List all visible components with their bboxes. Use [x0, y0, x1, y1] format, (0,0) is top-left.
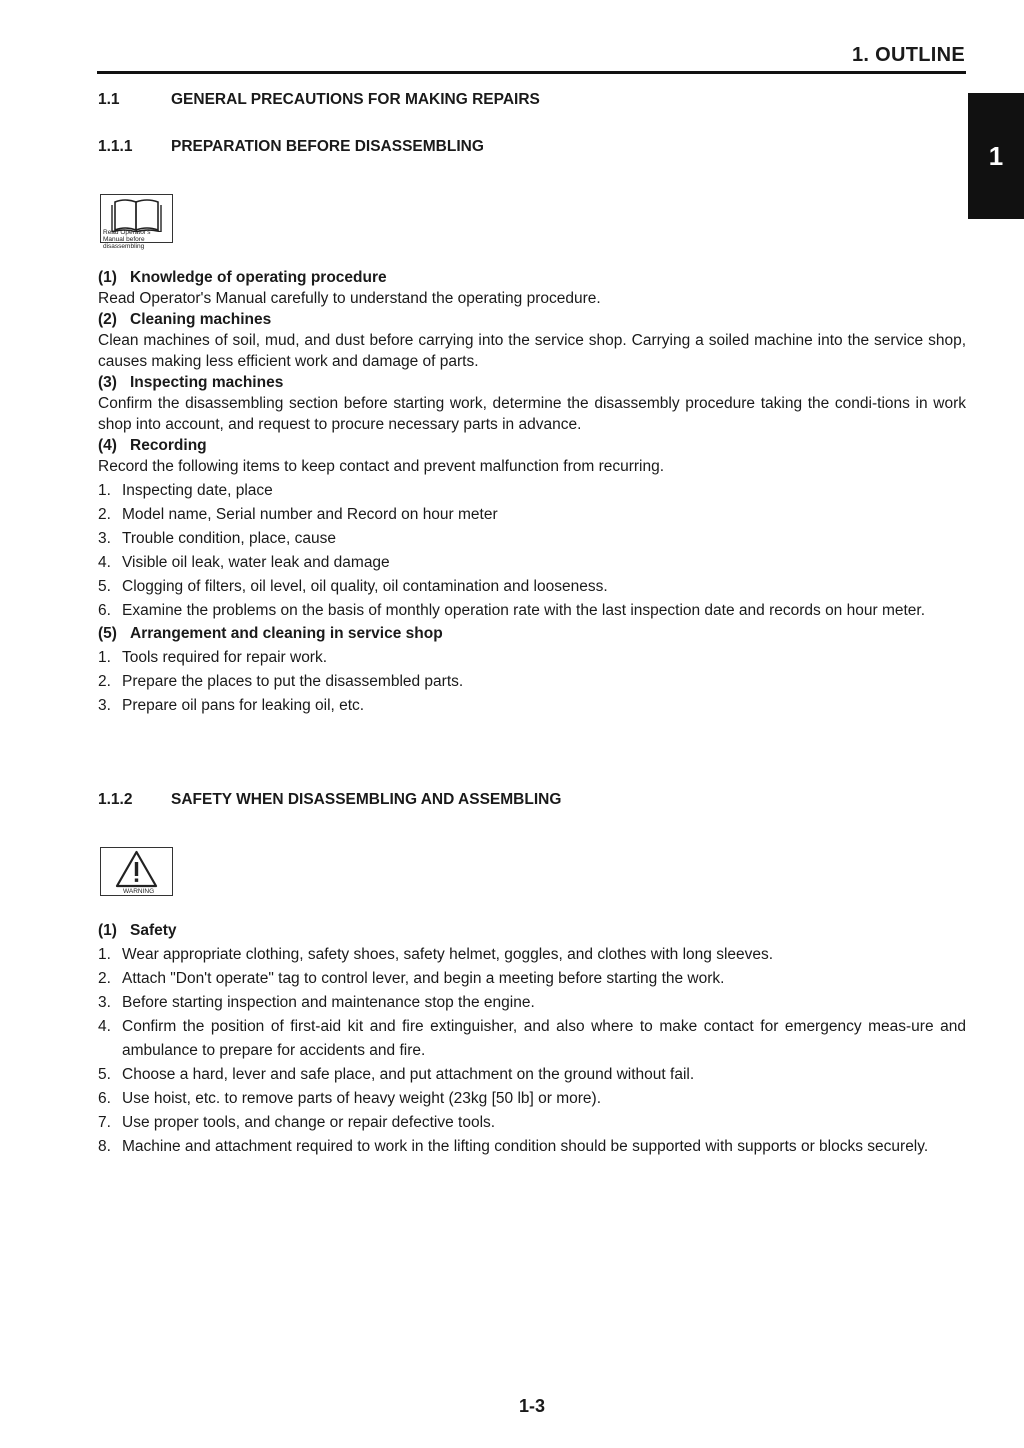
subsection-heading — [98, 623, 966, 644]
list-item-text: Inspecting date, place — [122, 482, 273, 499]
list-item-number: 4. — [98, 554, 111, 571]
open-book-icon — [101, 196, 172, 232]
list-item — [98, 503, 966, 527]
list-item — [98, 551, 966, 575]
list-item-number: 1. — [98, 482, 111, 499]
subsection-title: Recording — [130, 437, 207, 454]
section-1-1-1-heading — [98, 138, 484, 156]
list-item-number: 8. — [98, 1138, 111, 1155]
section-1-1-2-heading — [98, 791, 561, 809]
list-item-number: 3. — [98, 697, 111, 714]
warning-symbol — [100, 847, 173, 896]
subsection-label: (1) — [98, 922, 117, 939]
list-item — [98, 967, 966, 991]
list-item — [98, 694, 966, 718]
paragraph: Confirm the disassembling section before starting work, determine the disassembly procedure taking the condi-tions in work shop into account, and request to procure necessary parts in advance. — [98, 395, 966, 433]
list-item-number: 3. — [98, 994, 111, 1011]
numbered-list — [98, 943, 966, 1159]
paragraph: Record the following items to keep contact and prevent malfunction from recurring. — [98, 458, 665, 475]
subsection-title: Arrangement and cleaning in service shop — [130, 625, 443, 642]
list-item-text: Before starting inspection and maintenance stop the engine. — [122, 994, 535, 1011]
subsection-label: (2) — [98, 311, 117, 328]
list-item-number: 1. — [98, 649, 111, 666]
subsection-heading — [98, 309, 966, 330]
section-1-1-2-content — [98, 920, 966, 1159]
section-title: SAFETY WHEN DISASSEMBLING AND ASSEMBLING — [171, 791, 562, 808]
list-item-text: Prepare the places to put the disassembled parts. — [122, 673, 464, 690]
list-item-number: 2. — [98, 673, 111, 690]
subsection-label: (5) — [98, 625, 117, 642]
list-item — [98, 527, 966, 551]
list-item-text: Clogging of filters, oil level, oil quality, oil contamination and looseness. — [122, 578, 608, 595]
section-title: GENERAL PRECAUTIONS FOR MAKING REPAIRS — [171, 91, 540, 108]
symbol-caption: WARNING — [123, 888, 155, 895]
subsection-label: (4) — [98, 437, 117, 454]
list-item — [98, 1087, 966, 1111]
section-1-1-heading — [98, 91, 540, 109]
paragraph: Clean machines of soil, mud, and dust before carrying into the service shop. Carrying a soiled machine into the service shop, causes making less efficient work and damage of parts. — [98, 332, 966, 370]
subsection-title: Safety — [130, 922, 177, 939]
numbered-list — [98, 646, 966, 718]
page-number: 1-3 — [518, 1396, 545, 1416]
list-item-text: Tools required for repair work. — [122, 649, 328, 666]
list-item-number: 6. — [98, 602, 111, 619]
list-item-number: 7. — [98, 1114, 111, 1131]
section-1-1-1-content — [98, 267, 966, 718]
numbered-list — [98, 479, 966, 623]
list-item-text: Confirm the position of first-aid kit and fire extinguisher, and also where to make contact for emergency meas-ure and ambulance to prepare for accidents and fire. — [122, 1018, 966, 1059]
section-number: 1.1 — [98, 91, 120, 108]
list-item-text: Use hoist, etc. to remove parts of heavy weight (23kg [50 lb] or more). — [122, 1090, 601, 1107]
list-item-text: Trouble condition, place, cause — [122, 530, 336, 547]
list-item — [98, 1135, 966, 1159]
section-title: PREPARATION BEFORE DISASSEMBLING — [171, 138, 484, 155]
list-item-text: Model name, Serial number and Record on hour meter — [122, 506, 498, 523]
list-item-text: Wear appropriate clothing, safety shoes, safety helmet, goggles, and clothes with long sleeves. — [122, 946, 774, 963]
subsection-label: (3) — [98, 374, 117, 391]
list-item-text: Prepare oil pans for leaking oil, etc. — [122, 697, 365, 714]
list-item-text: Choose a hard, lever and safe place, and put attachment on the ground without fail. — [122, 1066, 695, 1083]
subsection-title: Inspecting machines — [130, 374, 284, 391]
list-item — [98, 991, 966, 1015]
subsection-heading — [98, 435, 966, 456]
read-manual-symbol — [100, 194, 173, 250]
list-item-text: Visible oil leak, water leak and damage — [122, 554, 390, 571]
list-item-text: Use proper tools, and change or repair defective tools. — [122, 1114, 496, 1131]
list-item — [98, 1015, 966, 1063]
list-item — [98, 479, 966, 503]
list-item-number: 4. — [98, 1018, 111, 1035]
warning-triangle-icon — [101, 849, 172, 889]
subsection-title: Knowledge of operating procedure — [130, 269, 387, 286]
symbol-caption: Read Operator's Manual before disassembling — [103, 229, 151, 250]
subsection-heading — [98, 372, 966, 393]
list-item — [98, 646, 966, 670]
list-item-number: 6. — [98, 1090, 111, 1107]
list-item — [98, 943, 966, 967]
list-item — [98, 575, 966, 599]
chapter-title: 1. OUTLINE — [851, 44, 965, 66]
list-item — [98, 1063, 966, 1087]
subsection-heading — [98, 267, 966, 288]
section-number: 1.1.1 — [98, 138, 133, 155]
list-item-number: 3. — [98, 530, 111, 547]
list-item-text: Machine and attachment required to work in the lifting condition should be supported with supports or blocks securely. — [122, 1138, 929, 1155]
section-number: 1.1.2 — [98, 791, 133, 808]
list-item-number: 2. — [98, 506, 111, 523]
paragraph: Read Operator's Manual carefully to understand the operating procedure. — [98, 290, 601, 307]
list-item-number: 2. — [98, 970, 111, 987]
list-item-text: Attach "Don't operate" tag to control lever, and begin a meeting before starting the work. — [122, 970, 725, 987]
subsection-heading — [98, 920, 966, 941]
list-item-text: Examine the problems on the basis of monthly operation rate with the last inspection date and records on hour meter. — [122, 602, 926, 619]
list-item — [98, 599, 966, 623]
chapter-tab: 1 — [968, 93, 1024, 219]
list-item — [98, 670, 966, 694]
header-rule — [97, 71, 966, 74]
list-item-number: 1. — [98, 946, 111, 963]
list-item — [98, 1111, 966, 1135]
subsection-label: (1) — [98, 269, 117, 286]
list-item-number: 5. — [98, 578, 111, 595]
list-item-number: 5. — [98, 1066, 111, 1083]
subsection-title: Cleaning machines — [130, 311, 272, 328]
